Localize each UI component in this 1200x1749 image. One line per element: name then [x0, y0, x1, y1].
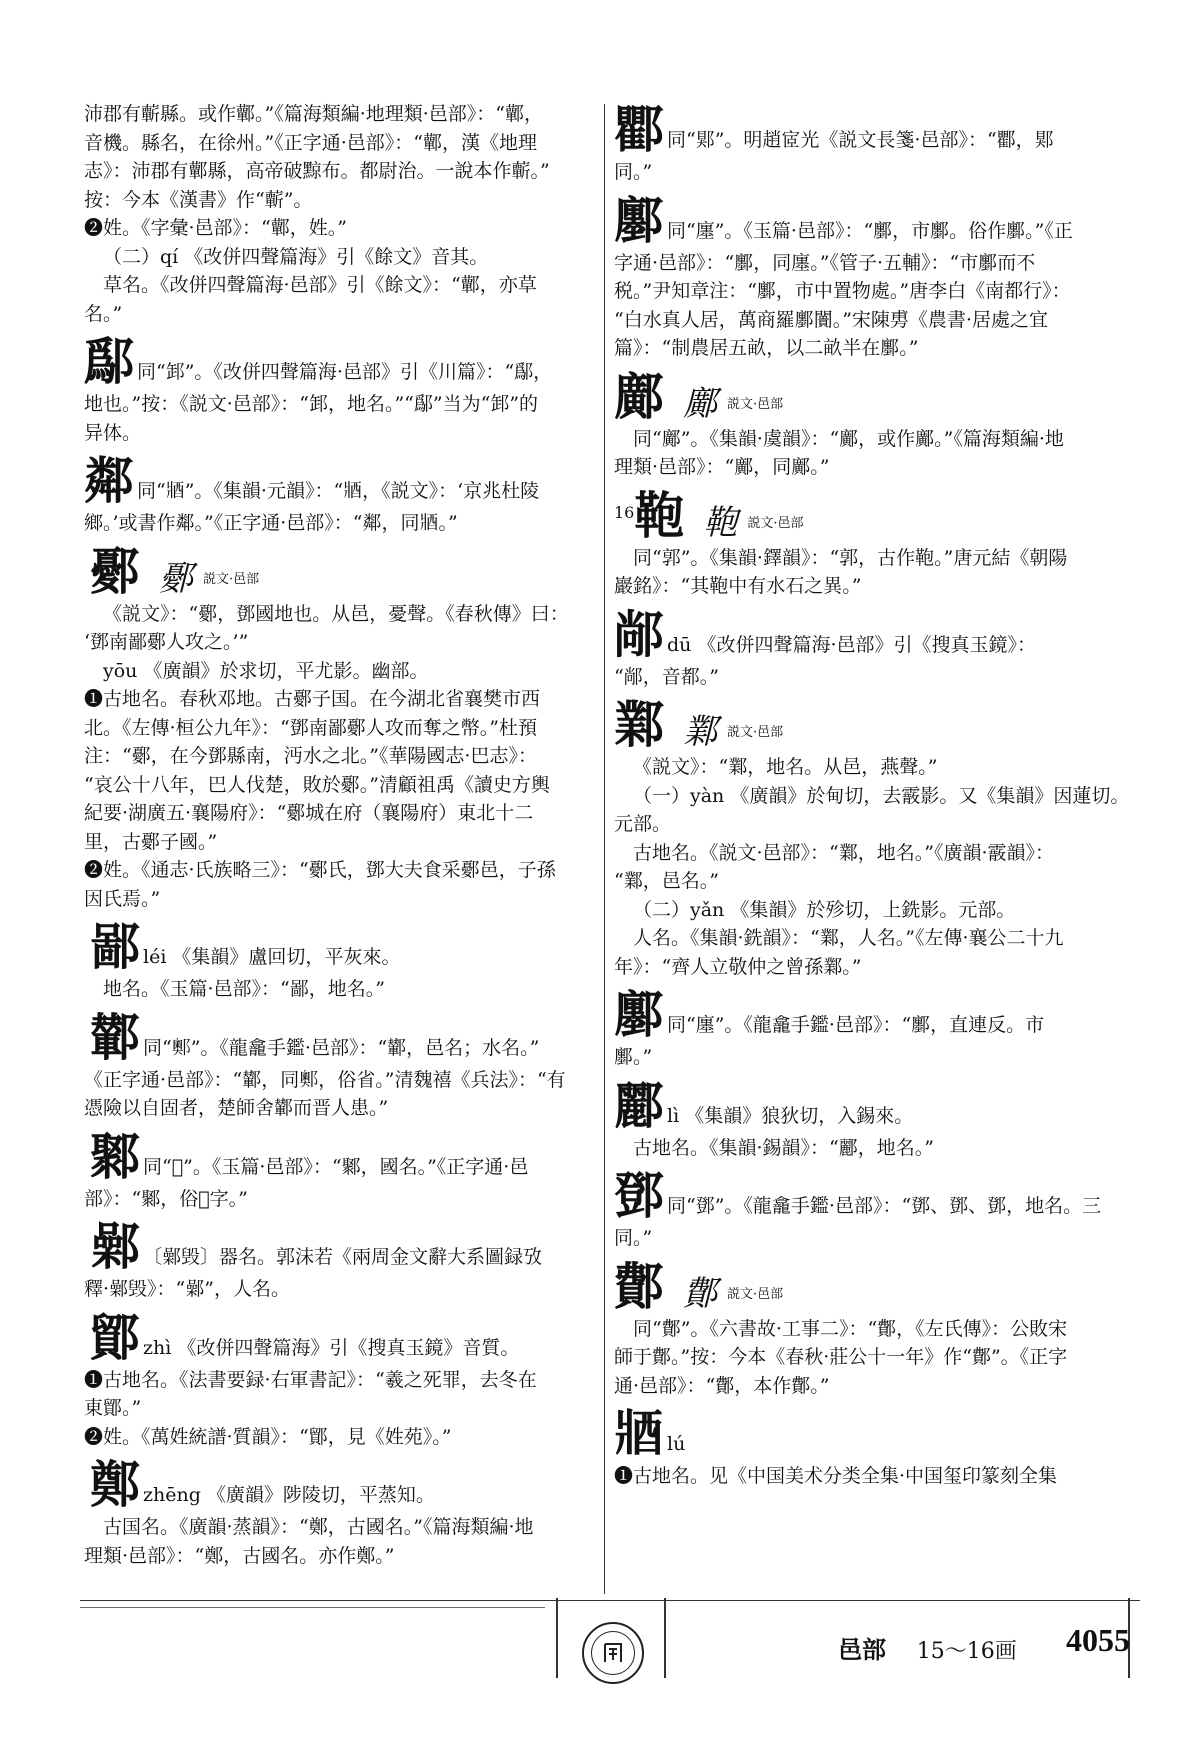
headword: 鄪	[614, 1258, 664, 1315]
text-line: 同“鄪”。《六書故·工事二》：“鄪，《左氏傳》：公敗宋	[633, 1317, 1068, 1340]
headword: 鄭	[90, 1457, 140, 1513]
seal-source-caption: 説文·邑部	[747, 515, 804, 531]
text-line: 篇》：“制農居五畝，以二畝半在鄽。”	[614, 337, 919, 359]
headword: 鄵	[90, 1219, 140, 1275]
entry-head	[614, 1168, 1134, 1224]
running-footer	[838, 1630, 1017, 1665]
logo-glyph-icon	[600, 1640, 626, 1666]
reading-line: lú	[667, 1433, 686, 1455]
seal-source-caption: 説文·邑部	[203, 571, 260, 587]
seal-source-caption: 説文·邑部	[727, 1286, 784, 1302]
text-line: 《説文》：“鄾，鄧國地也。从邑，憂聲。《春秋傳》曰：	[103, 602, 569, 625]
publisher-logo-icon	[582, 1622, 644, 1684]
text-line: 東鄮。”	[84, 1397, 142, 1419]
reading-line: léi 《集韻》盧回切，平灰來。	[143, 946, 401, 968]
headword: 鄰	[84, 453, 134, 509]
entry-head	[614, 102, 1134, 158]
headword: 鄺	[614, 368, 664, 425]
sense-line: ❶古地名。《法書要録·右軍書記》：“羲之死罪，去冬在	[84, 1368, 537, 1391]
entry-head	[90, 1310, 599, 1366]
entry-head	[90, 1129, 599, 1185]
reading-line: （二）yǎn 《集韻》於殄切，上銑影。元部。	[633, 898, 1016, 921]
footer-rule	[80, 1600, 1140, 1601]
text-line: 鄉。’或書作鄰。”《正字通·邑部》：“鄰，同𨟻。”	[84, 512, 458, 534]
stroke-count-marker: 16	[614, 502, 635, 522]
seal-script-glyph: 鄾	[159, 558, 193, 599]
headword: 鄽	[614, 987, 664, 1043]
entry-head	[614, 193, 1134, 249]
text-line: 理類·邑部》：“鄺，同鄺。”	[614, 456, 830, 478]
text-line: 古地名。《集韻·錫韻》：“酈，地名。”	[633, 1136, 934, 1159]
text-line: 音機。縣名，在徐州。”《正字通·邑部》：“鄿，漢《地理	[84, 131, 537, 154]
footer-inner-rule	[80, 1607, 545, 1608]
sense-line: ❶古地名。春秋邓地。古鄾子国。在今湖北省襄樊市西	[84, 688, 541, 710]
text-line: 北。《左傳·桓公九年》：“鄧南鄙鄾人攻而奪之幣。”杜預	[84, 716, 537, 739]
text-line: 理類·邑部》：“鄭，古國名。亦作鄭。”	[84, 1544, 395, 1567]
text-line: 同“鄺”。《集韻·虞韻》：“鄺，或作鄺。”《篇海類編·地	[633, 427, 1064, 450]
entry-head	[90, 544, 599, 600]
text-line: 古地名。《説文·邑部》：“鄴，地名。”《廣韻·霰韻》：	[633, 841, 1055, 864]
text-line: 師于鄪。”按：今本《春秋·莊公十一年》作“鄪”。《正字	[614, 1346, 1068, 1368]
text-line: 异体。	[84, 421, 142, 444]
text-line: 巖銘》：“其鞄中有水石之異。”	[614, 575, 862, 597]
text-line: 憑險以自固者，楚師舍鄻而晋人患。”	[84, 1097, 389, 1119]
headword: 鞄	[634, 487, 685, 544]
reading-line: dū 《改併四聲篇海·邑部》引《搜真玉鏡》：	[667, 633, 1036, 656]
entry-head	[90, 1219, 599, 1275]
headword: 鄾	[90, 543, 140, 600]
headword: 鄻	[90, 1009, 140, 1066]
entry-head	[614, 1259, 1134, 1315]
seal-script-glyph: 鄪	[683, 1273, 717, 1314]
headword: 𨟠	[614, 102, 664, 158]
headword: 䣊	[614, 606, 664, 663]
headword: 𨟻	[614, 1406, 664, 1462]
text-line: 《正字通·邑部》：“鄻，同𨞓，俗省。”清魏禧《兵法》：“有	[84, 1068, 566, 1091]
section-name: 邑部	[838, 1635, 886, 1664]
headword: 鄮	[90, 1309, 140, 1366]
text-line: 志》：沛郡有鄿縣，高帝破黥布。都尉治。一說本作蘄。”	[84, 160, 550, 182]
entry-head	[90, 919, 599, 975]
text-line: 地名。《玉篇·邑部》：“鄙，地名。”	[103, 978, 385, 1000]
entry-head	[614, 1406, 1134, 1462]
left-column	[84, 100, 599, 1570]
text-line: 里，古鄾子國。”	[84, 830, 218, 853]
sense-line: ❷姓。《萬姓統譜·質韻》：“鄮，見《姓苑》。”	[84, 1425, 452, 1448]
text-line: “哀公十八年，巴人伐楚，敗於鄾。”清顧祖禹《讀史方輿	[84, 773, 550, 796]
reading-line: zhēng 《廣韻》陟陵切，平蒸知。	[143, 1484, 435, 1506]
text-line: 因氏焉。”	[84, 887, 161, 910]
headword: 鄙	[90, 919, 140, 975]
entry-head	[90, 1457, 599, 1513]
headword: 鄬	[84, 334, 134, 390]
seal-script-glyph: 鞄	[703, 502, 738, 543]
entry-head	[614, 607, 1134, 663]
text-line: 鄽。”	[614, 1046, 653, 1068]
text-line: 《説文》：“鄴，地名。从邑，燕聲。”	[633, 756, 938, 778]
text-line: 元部。	[614, 813, 672, 835]
headword: 鄽	[614, 192, 664, 249]
reading-line: zhì 《改併四聲篇海》引《搜真玉鏡》音質。	[143, 1336, 520, 1359]
entry-head	[614, 697, 1134, 753]
headword: 鄴	[614, 697, 664, 753]
entry-head	[614, 369, 1134, 425]
text-line: “白水真人居，萬商羅鄽闠。”宋陳旉《農書·居處之宜	[614, 308, 1048, 331]
text-line: 沛郡有蘄縣。或作鄿。”《篇海類編·地理類·邑部》：“鄿，	[84, 103, 544, 125]
reading-line: （二）qí 《改併四聲篇海》引《餘文》音其。	[103, 245, 489, 268]
entry-head	[614, 488, 1134, 544]
sense-line: ❷姓。《字彙·邑部》：“鄿，姓。”	[84, 217, 347, 239]
text-line: 同。”	[614, 1227, 653, 1249]
seal-source-caption: 説文·邑部	[727, 725, 784, 740]
text-line: 部》：“鄹，俗𨛽字。”	[84, 1187, 248, 1210]
text-line: “䣊，音都。”	[614, 665, 719, 688]
text-line: 注：“鄾，在今鄧縣南，沔水之北。”《華陽國志·巴志》：	[84, 745, 537, 767]
headword: 鄹	[90, 1128, 140, 1185]
definition-text: 同“䣃”。《改併四聲篇海·邑部》引《川篇》：“鄬，	[137, 361, 553, 383]
text-line: 通·邑部》：“鄪，本作鄪。”	[614, 1374, 830, 1397]
definition-text: 同“廛”。《玉篇·邑部》：“鄽，市鄽。俗作鄽。”《正	[667, 219, 1073, 242]
entry-head	[614, 1078, 1134, 1134]
definition-text: 同“𨟻”。《集韻·元韻》：“𨟻，《説文》：‘京兆杜陵	[137, 480, 540, 502]
text-line: 紀要·湖廣五·襄陽府》：“鄾城在府（襄陽府）東北十二	[84, 802, 534, 824]
reading-line: lì 《集韻》狼狄切，入錫來。	[667, 1104, 914, 1127]
page-number: 4055	[1066, 1622, 1130, 1658]
logo-inner-ring	[591, 1631, 635, 1675]
text-line: 人名。《集韻·銑韻》：“鄴，人名。”《左傳·襄公二十九	[633, 927, 1064, 949]
text-line: 同。”	[614, 161, 653, 183]
text-line: 古国名。《廣韻·蒸韻》：“鄭，古國名。”《篇海類編·地	[103, 1516, 534, 1538]
reading-line: yōu 《廣韻》於求切，平尤影。幽部。	[103, 659, 429, 682]
entry-head	[84, 334, 599, 390]
text-line: 草名。《改併四聲篇海·邑部》引《餘文》：“鄿，亦草	[103, 274, 537, 296]
headword: 酈	[614, 1077, 664, 1134]
seal-script-glyph: 鄴	[683, 712, 717, 752]
stroke-range: 15～16画	[916, 1639, 1017, 1664]
footer-divider	[556, 1598, 558, 1678]
sense-line: ❶古地名。见《中国美术分类全集·中国玺印篆刻全集	[614, 1465, 1058, 1487]
right-column	[614, 100, 1134, 1491]
text-line: 年》：“齊人立敬仲之曾孫鄴。”	[614, 955, 862, 978]
text-line: 税。”尹知章注：“鄽，市中置物處。”唐李白《南都行》：	[614, 280, 1071, 302]
text-line: 釋·鄵毁》：“鄵”，人名。	[84, 1278, 290, 1300]
text-line: 名。”	[84, 302, 123, 325]
text-line: 按：今本《漢書》作“蘄”。	[84, 188, 313, 211]
entry-head	[614, 987, 1134, 1043]
definition-text: 同“鄧”。《龍龕手鑑·邑部》：“鄧、鄧、鄧，地名。三	[667, 1195, 1102, 1217]
text-line: 地也。”按：《説文·邑部》：“䣃，地名。”“鄬”当为“䣃”的	[84, 393, 539, 415]
seal-source-caption: 説文·邑部	[727, 396, 784, 412]
headword: 鄧	[614, 1168, 664, 1224]
sense-line: ❷姓。《通志·氏族略三》：“鄾氏，鄧大夫食采鄾邑，子孫	[84, 859, 556, 881]
text-line: ‘鄧南鄙鄾人攻之。’”	[84, 631, 249, 653]
reading-line: （一）yàn 《廣韻》於甸切，去霰影。又《集韻》因蓮切。	[633, 784, 1130, 807]
definition-text: 同“𨞓”。《龍龕手鑑·邑部》：“鄻，邑名；水名。”	[143, 1036, 540, 1059]
text-line: 字通·邑部》：“鄽，同廛。”《管子·五輔》：“市鄽而不	[614, 251, 1036, 274]
column-divider	[604, 104, 605, 1594]
text-line: “鄴，邑名。”	[614, 870, 719, 892]
seal-script-glyph: 鄺	[683, 383, 717, 424]
text-line: 同“郭”。《集韻·鐸韻》：“郭，古作鞄。”唐元結《朝陽	[633, 546, 1068, 569]
footer-divider	[664, 1598, 666, 1678]
entry-head	[84, 453, 599, 509]
definition-text: 同“𨛽”。《玉篇·邑部》：“鄹，國名。”《正字通·邑	[143, 1155, 529, 1178]
definition-text: 〔鄵毁〕器名。郭沫若《兩周金文辭大系圖録攷	[143, 1246, 543, 1268]
entry-head	[90, 1010, 599, 1066]
definition-text: 同“廛”。《龍龕手鑑·邑部》：“鄽，直連反。市	[667, 1014, 1045, 1036]
definition-text: 同“郹”。明趙宧光《説文長箋·邑部》：“𨟠，郹	[667, 129, 1054, 151]
